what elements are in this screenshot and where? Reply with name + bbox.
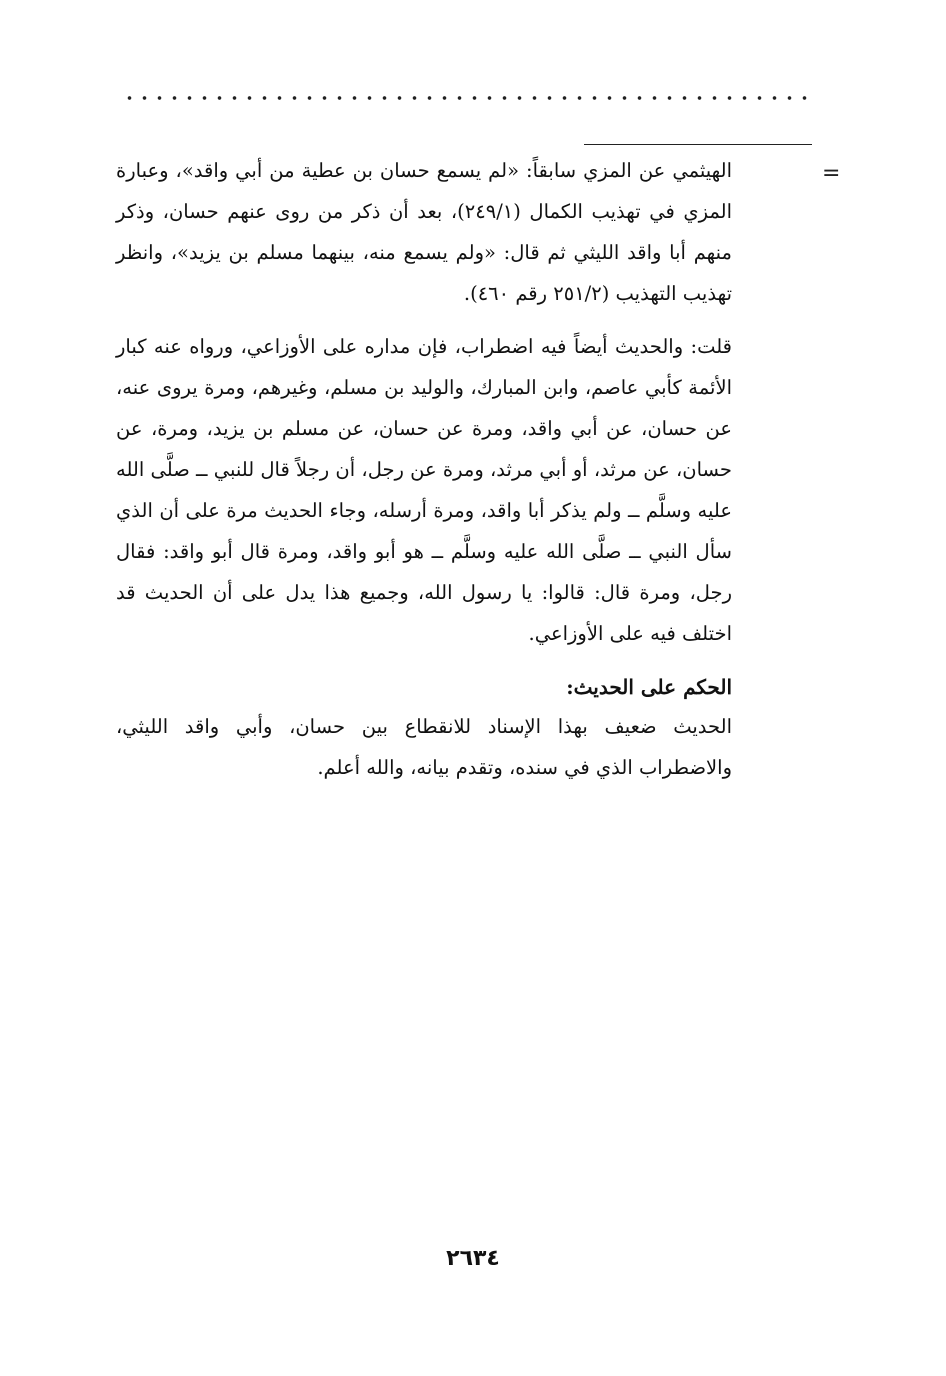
footnote-paragraph: الهيثمي عن المزي سابقاً: «لم يسمع حسان بن عطية من أبي واقد»، وعبارة المزي في تهذيب الكمال (٢٤٩/١)، بعد أن ذكر من روى عنهم حسان، وذكر منهم أبا واقد الليثي ثم قال: «ولم يسمع منه، بينهما مسلم بن يزيد»، وانظر تهذيب التهذيب (٢٥١/٢ رقم ٤٦٠). [116,159,733,305]
ruling-heading: الحكم على الحديث: [566,675,732,699]
footnote-rule [584,144,812,145]
text-column [116,150,732,788]
page-number: ٢٦٣٤ [446,1246,500,1271]
analysis-paragraph: قلت: والحديث أيضاً فيه اضطراب، فإن مداره على الأوزاعي، ورواه عنه كبار الأئمة كأبي عاصم، وابن المبارك، والوليد بن مسلم، وغيرهم، ومرة يروى عنه، عن حسان، عن أبي واقد، ومرة عن حسان، عن مسلم بن يزيد، ومرة، عن حسان، عن مرثد، أو أبي مرثد، ومرة عن رجل، أن رجلاً قال للنبي ــ صلَّى الله عليه وسلَّم ــ ولم يذكر أبا واقد، ومرة أرسله، وجاء الحديث مرة على أن الذي سأل النبي ــ صلَّى الله عليه وسلَّم ــ هو أبو واقد، ومرة قال أبو واقد: فقال رجل، ومرة قال: قالوا: يا رسول الله، وجميع هذا يدل على أن الحديث قد اختلف فيه على الأوزاعي. [116,335,732,645]
dotted-separator [122,92,812,104]
ruling-paragraph: الحديث ضعيف بهذا الإسناد للانقطاع بين حسان، وأبي واقد الليثي، والاضطراب الذي في سنده، وتقدم بيانه، والله أعلم. [116,715,732,779]
continuation-mark: = [822,161,841,186]
